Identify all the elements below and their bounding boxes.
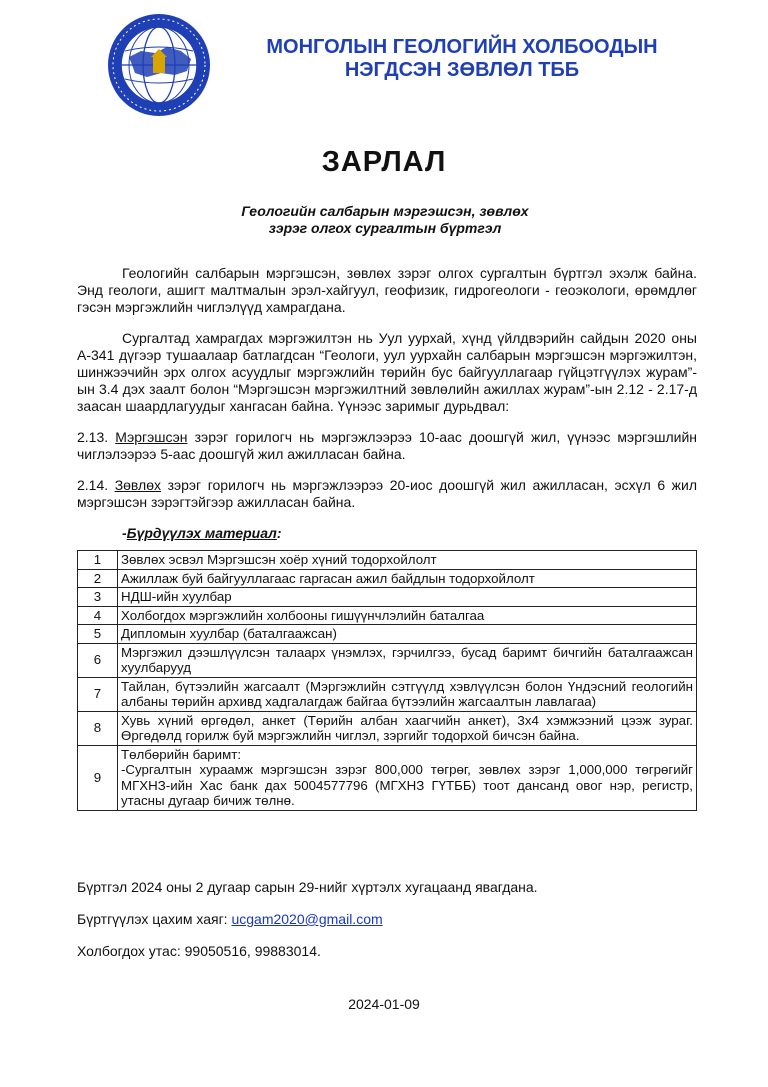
table-row	[78, 625, 697, 644]
subtitle-line1: Геологийн салбарын мэргэшсэн, зөвлөх	[241, 203, 529, 219]
org-name-line1: МОНГОЛЫН ГЕОЛОГИЙН ХОЛБООДЫН	[266, 36, 658, 58]
email-label: Бүртгүүлэх цахим хаяг:	[77, 911, 228, 927]
clause-number: 2.13.	[77, 429, 109, 445]
page-title: ЗАРЛАЛ	[321, 146, 447, 178]
organization-name	[232, 36, 692, 82]
contact-footer	[77, 879, 697, 975]
clause-term: Зөвлөх	[114, 477, 162, 493]
registration-deadline: Бүртгэл 2024 оны 2 дугаар сарын 29-нийг хүртэлх хугацаанд явагдана.	[77, 879, 538, 895]
table-row	[78, 606, 697, 625]
document-date: 2024-01-09	[348, 996, 420, 1012]
row-text: НДШ-ийн хуулбар	[118, 588, 697, 607]
letterhead	[0, 0, 768, 120]
heading-text: Бүрдүүлэх материал	[126, 525, 277, 541]
materials-table	[77, 550, 697, 811]
phone-numbers: 99050516, 99883014.	[184, 943, 321, 959]
table-row	[78, 643, 697, 677]
table-row	[78, 745, 697, 810]
row-number: 9	[78, 745, 118, 810]
heading-dash: -	[122, 525, 127, 541]
org-name-line2: НЭГДСЭН ЗӨВЛӨЛ ТББ	[344, 59, 580, 81]
announcement-body	[77, 265, 697, 811]
subtitle-line2: зэрэг олгох сургалтын бүртгэл	[268, 220, 502, 236]
table-row	[78, 569, 697, 588]
requirements-paragraph: Сургалтад хамрагдах мэргэжилтэн нь Уул уурхай, хүнд үйлдвэрийн сайдын 2020 оны А-341 дүгээр тушаалаар батлагдсан “Геологи, уул уурхайн салбарын мэргэшсэн мэргэжилтэн, шинжээчийн эрх олгох асуудлыг мэргэжлийн төрийн бус байгууллагаар гүйцэтгүүлэх журам”-ын 3.4 дэх заалт болон “Мэргэшсэн мэргэжилтний зөвлөлийн ажиллах журам”-ын 2.12 - 2.17-д заасан шаардлагуудыг хангасан байна. Үүнээс заримыг дурьдвал:	[77, 330, 697, 414]
table-row	[78, 677, 697, 711]
table-row	[78, 588, 697, 607]
intro-paragraph: Геологийн салбарын мэргэшсэн, зөвлөх зэрэг олгох сургалтын бүртгэл эхэлж байна. Энд геологи, ашигт малтмалын эрэл-хайгуул, геофизик, гидрогеологи - геоэкологи, өрөмдлөг гэсэн мэргэжлийн чиглэлүүд хамрагдана.	[77, 265, 697, 315]
clause-2-13	[77, 429, 697, 463]
clause-number: 2.14.	[77, 477, 109, 493]
row-text: Дипломын хуулбар (баталгаажсан)	[118, 625, 697, 644]
row-text: Хувь хүний өргөдөл, анкет (Төрийн албан хаагчийн анкет), 3х4 хэмжээний цээж зураг. Өргөдөлд горилж буй мэргэжлийн чиглэл, зэргийг тодорхой бичсэн байна.	[118, 711, 697, 745]
table-row	[78, 711, 697, 745]
row-number: 6	[78, 643, 118, 677]
heading-colon: :	[276, 525, 282, 541]
subtitle	[150, 203, 620, 237]
row-text: Зөвлөх эсвэл Мэргэшсэн хоёр хүний тодорхойлолт	[118, 551, 697, 570]
clause-text: зэрэг горилогч нь мэргэжлээрээ 10-аас доошгүй жил, үүнээс мэргэшлийн чиглэлээрээ 5-аас доошгүй жил ажилласан байна.	[77, 429, 698, 462]
clause-2-14	[77, 477, 697, 511]
email-link[interactable]: ucgam2020@gmail.com	[231, 911, 383, 927]
globe-emblem-icon	[107, 13, 211, 117]
clause-text: зэрэг горилогч нь мэргэжлээрээ 20-иос доошгүй жил ажилласан, эсхүл 6 жил мэргэшсэн зэрэгтэйгээр ажилласан байна.	[77, 477, 698, 510]
payment-title: Төлбөрийн баримт:	[121, 746, 242, 762]
row-number: 2	[78, 569, 118, 588]
table-row	[78, 551, 697, 570]
row-text: Тайлан, бүтээлийн жагсаалт (Мэргэжлийн сэтгүүлд хэвлүүлсэн болон Үндэсний геологийн албаны төрийн архивд хадгалагдаж байгаа бүтээлийн жагсаалтын лавлагаа)	[118, 677, 697, 711]
row-text: Холбогдох мэргэжлийн холбооны гишүүнчлэлийн баталгаа	[118, 606, 697, 625]
email-line	[77, 911, 697, 928]
clause-term: Мэргэшсэн	[115, 429, 188, 445]
row-text: Ажиллаж буй байгууллагаас гаргасан ажил байдлын тодорхойлолт	[118, 569, 697, 588]
row-number: 8	[78, 711, 118, 745]
row-number: 4	[78, 606, 118, 625]
materials-heading	[122, 525, 697, 542]
phone-line	[77, 943, 697, 960]
payment-details: -Сургалтын хураамж мэргэшсэн зэрэг 800,000 төгрөг, зөвлөх зэрэг 1,000,000 төгрөгийг МГХНЗ-ийн Хас банк дах 5004577796 (МГХНЗ ГҮТББ) тоот дансанд овог нэр, регистр, утасны дугаар бичиж төлнө.	[121, 762, 693, 808]
row-text	[118, 745, 697, 810]
row-number: 5	[78, 625, 118, 644]
phone-label: Холбогдох утас:	[77, 943, 181, 959]
row-number: 3	[78, 588, 118, 607]
row-text: Мэргэжил дээшлүүлсэн талаарх үнэмлэх, гэрчилгээ, бусад баримт бичгийн баталгаажсан хуулбарууд	[118, 643, 697, 677]
row-number: 7	[78, 677, 118, 711]
row-number: 1	[78, 551, 118, 570]
